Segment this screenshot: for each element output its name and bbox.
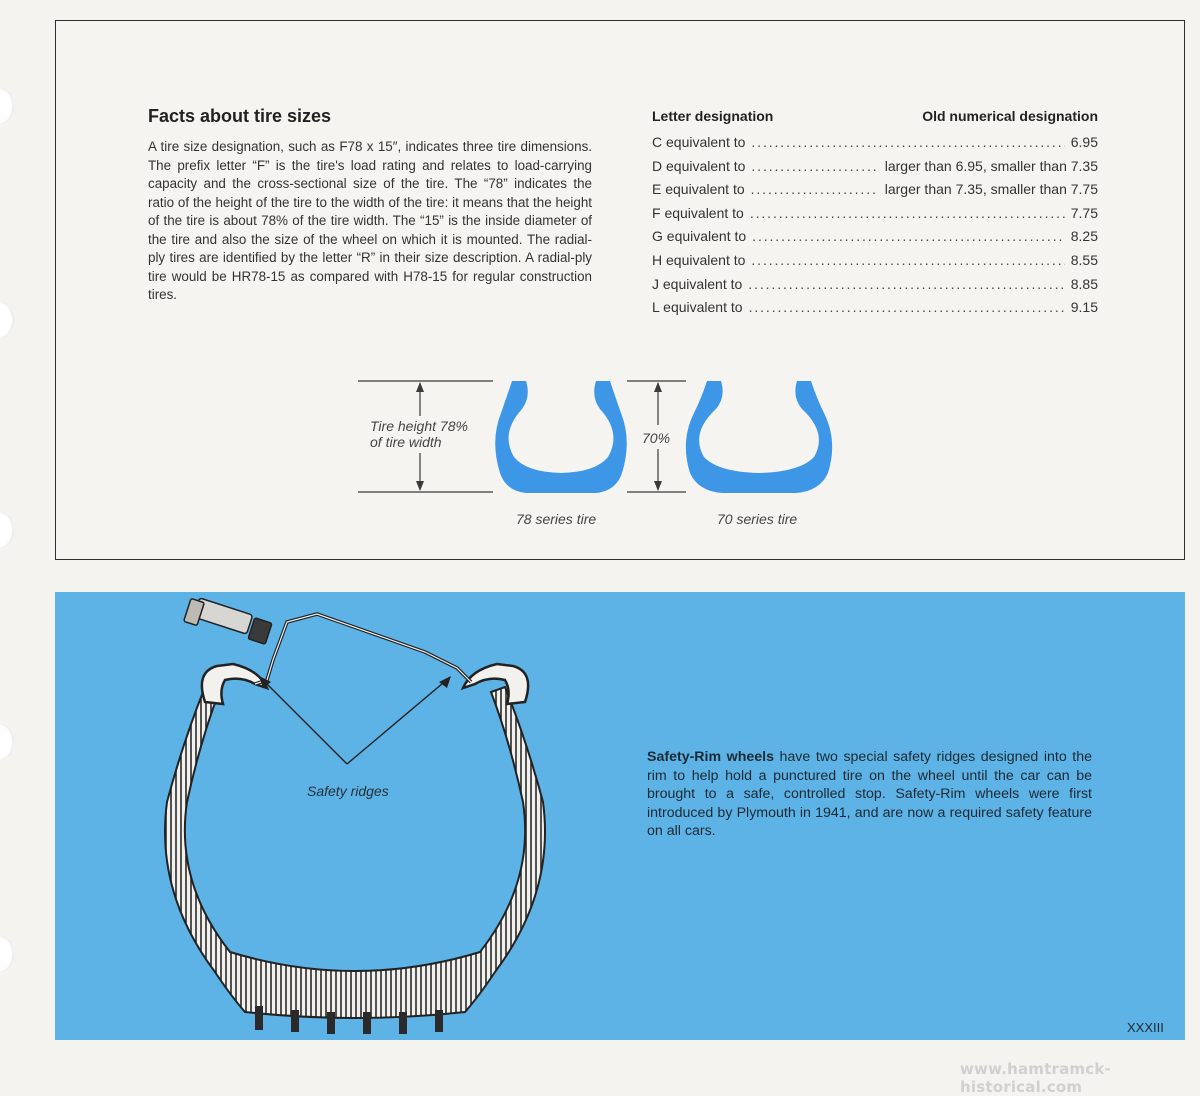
binder-hole-2 <box>0 302 14 338</box>
section-heading: Facts about tire sizes <box>148 106 332 126</box>
row-letter-label: D equivalent to <box>652 157 746 174</box>
row-old-value: 6.95 <box>1070 134 1098 150</box>
binder-hole-3 <box>0 512 14 548</box>
binder-hole-1 <box>0 88 14 124</box>
tire-height-label-line1: Tire height 78% <box>370 418 468 434</box>
header-letter-designation: Letter designation <box>652 108 774 124</box>
row-old-value: 8.25 <box>1070 228 1098 245</box>
tire-body <box>165 687 545 1018</box>
row-letter-label: E equivalent to <box>652 181 745 198</box>
tire-size-description: A tire size designation, such as F78 x 15″, indicates three tire dimensions. The prefix letter “F” is the tire's load rating and relates to load-carrying capacity and the cross-sectional size of the tire. The “78” indicates the ratio of the height of the tire to the width of the tire: it means that the height of the tire is about 78% of the tire width. The “15” is the inside diameter of the tire and also the size of the wheel on which it is mounted. The radial-ply tires are identified by the letter “R” in their size description. A radial-ply tire would be HR78-15 as compared with H78-15 for regular construction tires. <box>148 139 592 302</box>
safety-rim-lead: Safety-Rim wheels <box>647 749 774 765</box>
row-old-value: larger than 6.95, smaller than 7.35 <box>884 157 1098 174</box>
row-letter-label: C equivalent to <box>652 134 746 150</box>
row-letter-label: F equivalent to <box>652 204 744 221</box>
row-letter-label: J equivalent to <box>652 275 743 292</box>
tire-height-label-line2: of tire width <box>370 434 442 450</box>
caption-70-series: 70 series tire <box>717 511 798 527</box>
site-watermark: www.hamtramck-historical.com <box>960 1060 1111 1096</box>
safety-rim-wheel-illustration <box>55 592 615 1040</box>
safety-rim-description <box>647 748 1092 841</box>
tire-sizes-panel <box>55 20 1185 560</box>
safety-rim-text: have two special safety ridges designed into the rim to help hold a punctured tire on the wheel until the car can be brought to a safe, controlled stop. Safety-Rim wheels were first introduced by Plymouth in 1941, and are now a required safety feature on all cars. <box>647 749 1092 840</box>
row-old-value: 9.15 <box>1070 299 1098 316</box>
row-letter-label: G equivalent to <box>652 228 747 245</box>
header-old-designation: Old numerical designation <box>922 108 1098 124</box>
binder-hole-4 <box>0 724 14 760</box>
row-letter-label: L equivalent to <box>652 299 743 316</box>
page-number: XXXIII <box>1127 1020 1164 1035</box>
row-old-value: larger than 7.35, smaller than 7.75 <box>884 181 1098 198</box>
seventy-percent-label: 70% <box>642 430 671 446</box>
safety-rim-panel <box>55 592 1185 1040</box>
tire-78-cross-section <box>495 381 627 493</box>
row-old-value: 7.75 <box>1070 204 1098 221</box>
tire-series-diagram <box>56 21 1184 559</box>
caption-78-series: 78 series tire <box>516 511 597 527</box>
row-old-value: 8.85 <box>1070 275 1098 292</box>
safety-ridges-label: Safety ridges <box>307 783 389 799</box>
binder-hole-5 <box>0 936 14 972</box>
row-letter-label: H equivalent to <box>652 251 746 268</box>
row-old-value: 8.55 <box>1070 251 1098 268</box>
tire-70-cross-section <box>686 381 832 493</box>
safety-ridge-arrows <box>261 678 449 764</box>
wheel-rim-profile <box>255 614 471 684</box>
valve-stem <box>184 598 272 644</box>
